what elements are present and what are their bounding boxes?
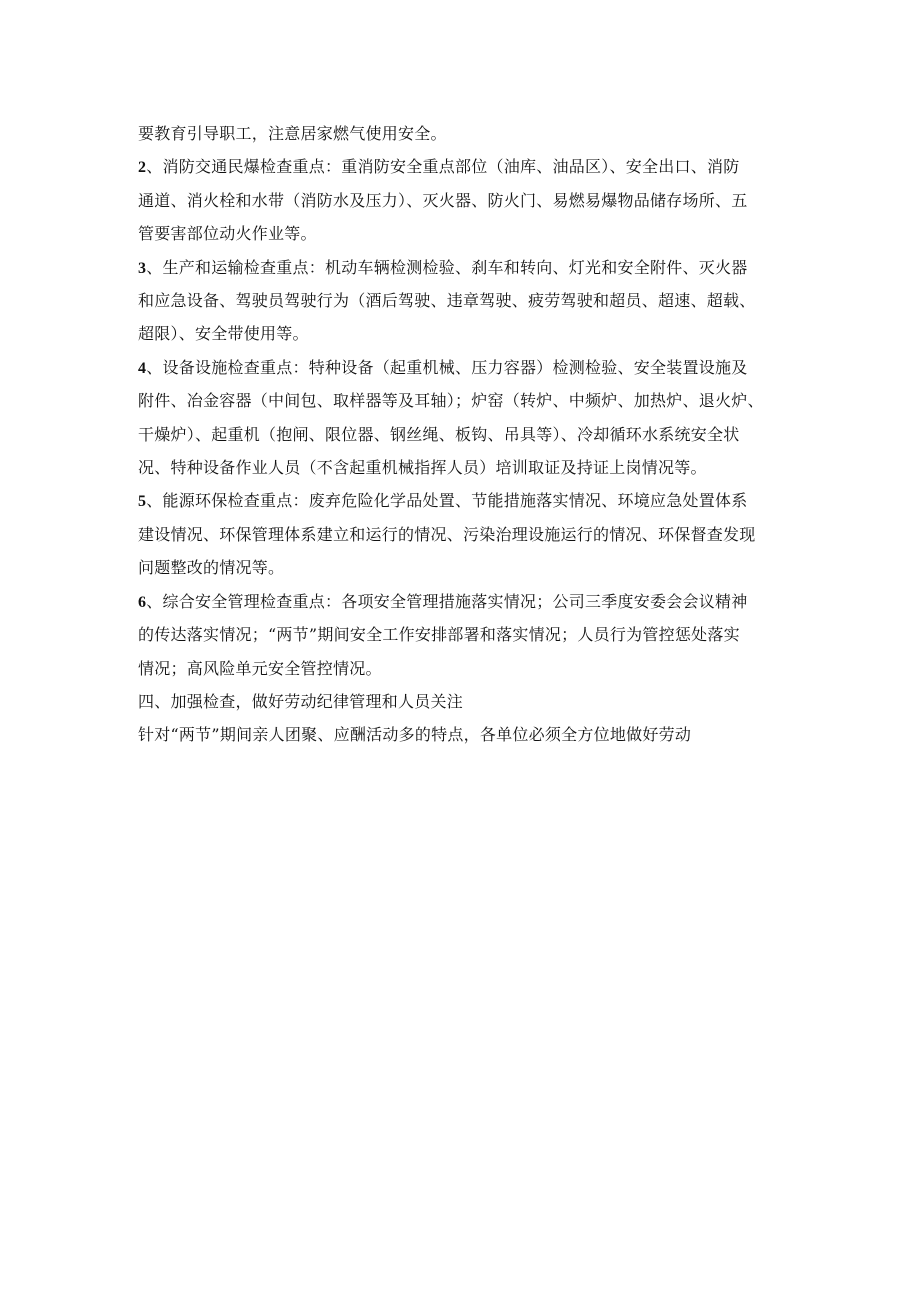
text-line: [138, 552, 798, 585]
text-line: [138, 419, 798, 452]
text-line: [138, 252, 798, 285]
line-text: 附件、冶金容器（中间包、取样器等及耳轴）；炉窑（转炉、中频炉、加热炉、退火炉、: [138, 391, 764, 411]
line-text: 通道、消火栓和水带（消防水及压力）、灭火器、防火门、易燃易爆物品储存场所、五: [138, 190, 748, 210]
line-text: 建设情况、环保管理体系建立和运行的情况、污染治理设施运行的情况、环保督查发现: [138, 524, 756, 544]
line-text: 况、特种设备作业人员（不含起重机械指挥人员）培训取证及持证上岗情况等。: [138, 458, 707, 478]
line-text: 要教育引导职工，注意居家燃气使用安全。: [138, 124, 447, 143]
item-number: 5: [138, 493, 147, 511]
line-text: 管要害部位动火作业等。: [138, 224, 317, 244]
text-line: [138, 151, 798, 184]
item-number: 6: [138, 593, 147, 611]
item-number: 4: [138, 359, 147, 377]
item-number: 3: [138, 259, 147, 277]
text-line: [138, 185, 798, 218]
text-line: [138, 285, 798, 318]
item-number: 2: [138, 159, 147, 177]
line-text: 针对“两节”期间亲人团聚、应酬活动多的特点，各单位必须全方位地做好劳动: [138, 725, 692, 745]
text-line: [138, 452, 798, 485]
text-line: [138, 653, 798, 686]
line-text: 和应急设备、驾驶员驾驶行为（酒后驾驶、违章驾驶、疲劳驾驶和超员、超速、超载、: [138, 291, 756, 311]
text-line: [138, 352, 798, 385]
line-text: 的传达落实情况；“两节”期间安全工作安排部署和落实情况；人员行为管控惩处落实: [138, 625, 740, 645]
section-heading: [138, 686, 798, 719]
text-line: [138, 118, 798, 151]
text-line: [138, 719, 798, 752]
text-line: [138, 485, 798, 518]
line-text: 问题整改的情况等。: [138, 558, 285, 578]
line-text: 、设备设施检查重点：特种设备（起重机械、压力容器）检测检验、安全装置设施及: [146, 357, 748, 377]
line-text: 、能源环保检查重点：废弃危险化学品处置、节能措施落实情况、环境应急处置体系: [146, 491, 748, 511]
text-line: [138, 619, 798, 652]
document-body: [138, 118, 798, 753]
text-line: [138, 218, 798, 251]
text-line: [138, 586, 798, 619]
text-line: [138, 318, 798, 351]
line-text: 干燥炉）、起重机（抱闸、限位器、钢丝绳、板钩、吊具等）、冷却循环水系统安全状: [138, 424, 740, 444]
line-text: 、生产和运输检查重点：机动车辆检测检验、刹车和转向、灯光和安全附件、灭火器: [146, 257, 748, 277]
line-text: 情况；高风险单元安全管控情况。: [138, 658, 382, 678]
text-line: [138, 385, 798, 418]
line-text: 四、加强检查，做好劳动纪律管理和人员关注: [138, 691, 464, 711]
text-line: [138, 519, 798, 552]
line-text: 、综合安全管理检查重点：各项安全管理措施落实情况；公司三季度安委会会议精神: [146, 591, 748, 611]
line-text: 超限）、安全带使用等。: [138, 324, 309, 344]
line-text: 、消防交通民爆检查重点：重消防安全重点部位（油库、油品区）、安全出口、消防: [146, 157, 740, 177]
